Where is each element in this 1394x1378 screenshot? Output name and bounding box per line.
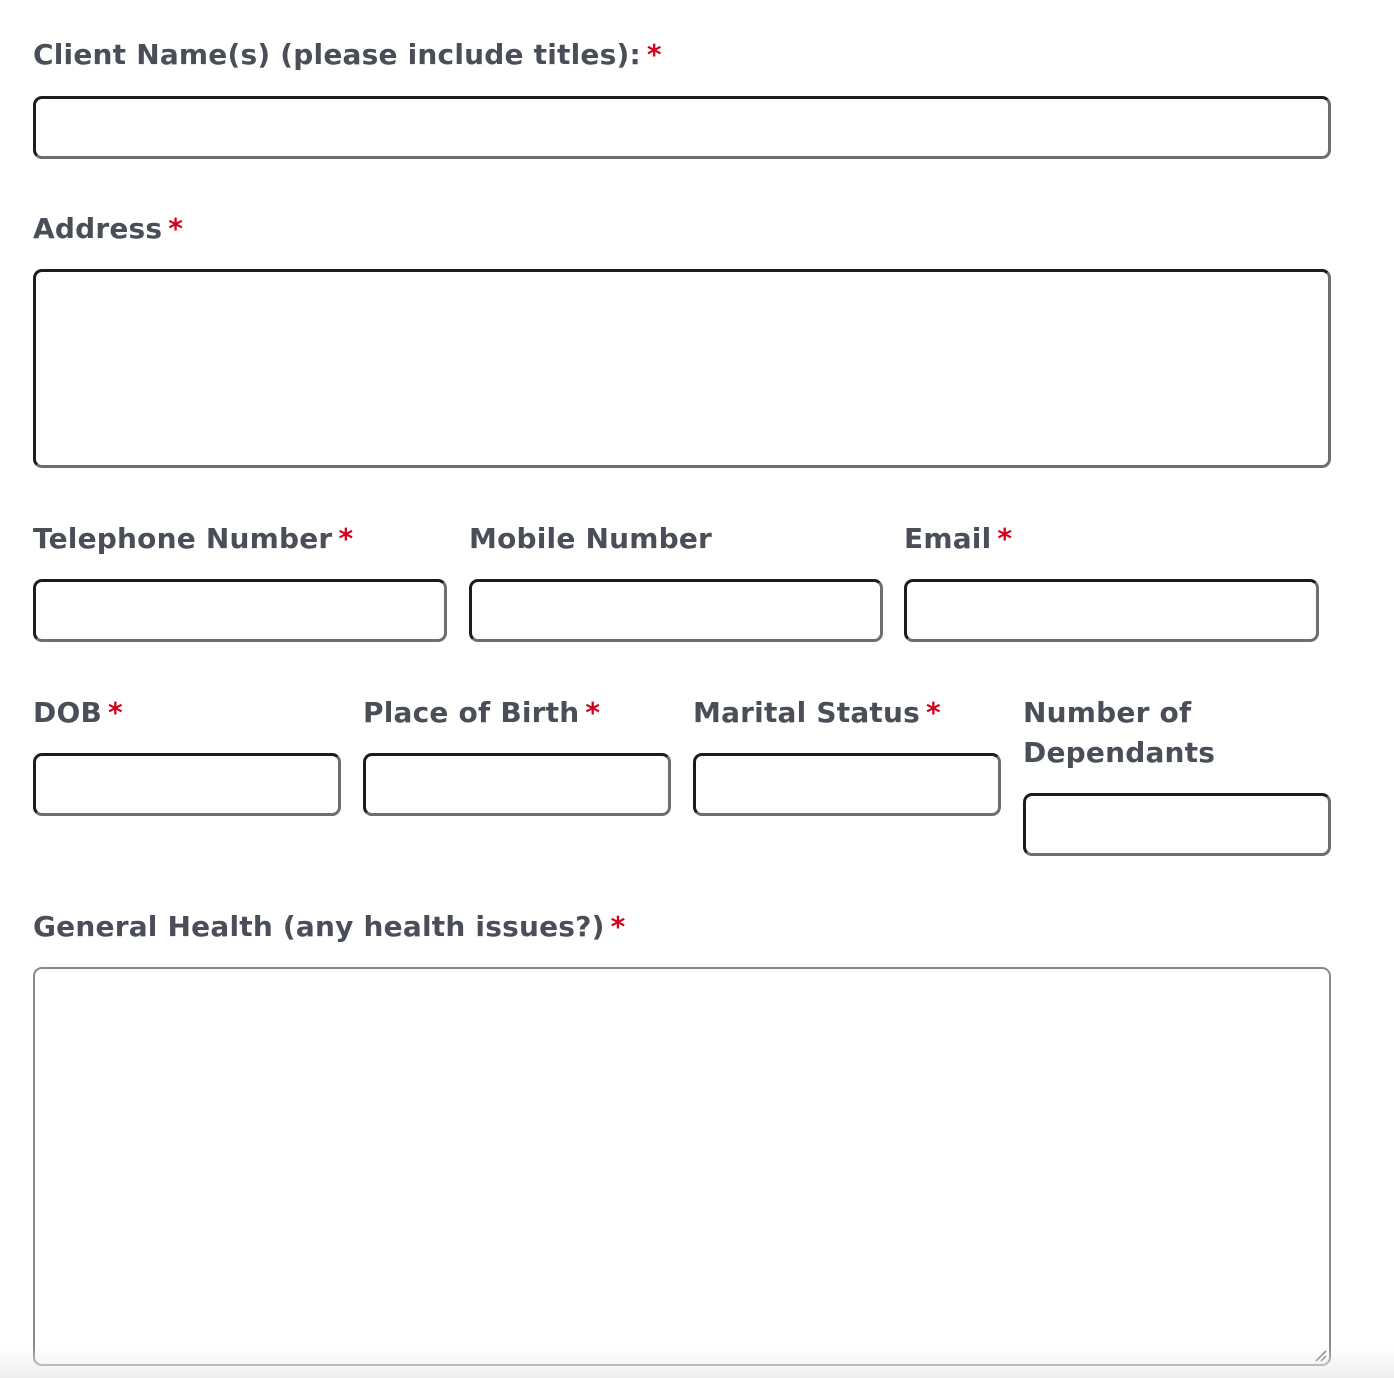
telephone-group <box>33 519 447 642</box>
required-asterisk: * <box>108 696 123 729</box>
marital-status-input[interactable] <box>693 753 1001 816</box>
dob-label-text: DOB <box>33 696 102 729</box>
dependants-group <box>1023 693 1331 856</box>
resize-handle-icon[interactable] <box>1313 1348 1327 1362</box>
place-of-birth-group <box>363 693 671 816</box>
place-of-birth-input[interactable] <box>363 753 671 816</box>
required-asterisk: * <box>338 522 354 555</box>
address-textarea[interactable] <box>33 269 1331 468</box>
general-health-group <box>33 907 1331 1366</box>
general-health-textarea[interactable] <box>33 967 1331 1366</box>
telephone-label-text: Telephone Number <box>33 522 333 555</box>
email-group <box>904 519 1319 642</box>
client-names-group <box>33 35 1331 159</box>
required-asterisk: * <box>585 696 601 729</box>
telephone-input[interactable] <box>33 579 447 642</box>
required-asterisk: * <box>646 38 662 71</box>
marital-status-label-text: Marital Status <box>693 696 921 729</box>
dob-group <box>33 693 341 816</box>
marital-status-label <box>693 693 1001 733</box>
dob-input[interactable] <box>33 753 341 816</box>
place-of-birth-label-text: Place of Birth <box>363 696 580 729</box>
required-asterisk: * <box>997 522 1013 555</box>
marital-status-group <box>693 693 1001 816</box>
mobile-label-text: Mobile Number <box>469 522 713 555</box>
required-asterisk: * <box>926 696 941 729</box>
email-label-text: Email <box>904 522 992 555</box>
email-input[interactable] <box>904 579 1319 642</box>
client-names-label-text: Client Name(s) (please include titles): <box>33 38 641 71</box>
general-health-label <box>33 907 1331 947</box>
required-asterisk: * <box>168 212 184 245</box>
client-names-label <box>33 35 1331 75</box>
required-asterisk: * <box>610 910 626 943</box>
general-health-textarea-wrapper <box>33 967 1331 1366</box>
address-label <box>33 209 1331 249</box>
mobile-input[interactable] <box>469 579 883 642</box>
dependants-label-text: Number of Dependants <box>1023 696 1216 769</box>
general-health-label-text: General Health (any health issues?) <box>33 910 605 943</box>
address-label-text: Address <box>33 212 163 245</box>
place-of-birth-label <box>363 693 671 733</box>
client-names-input[interactable] <box>33 96 1331 159</box>
mobile-group <box>469 519 883 642</box>
mobile-label <box>469 519 883 559</box>
email-label <box>904 519 1319 559</box>
address-group <box>33 209 1331 468</box>
telephone-label <box>33 519 447 559</box>
dob-label <box>33 693 341 733</box>
dependants-label <box>1023 693 1263 773</box>
dependants-input[interactable] <box>1023 793 1331 856</box>
